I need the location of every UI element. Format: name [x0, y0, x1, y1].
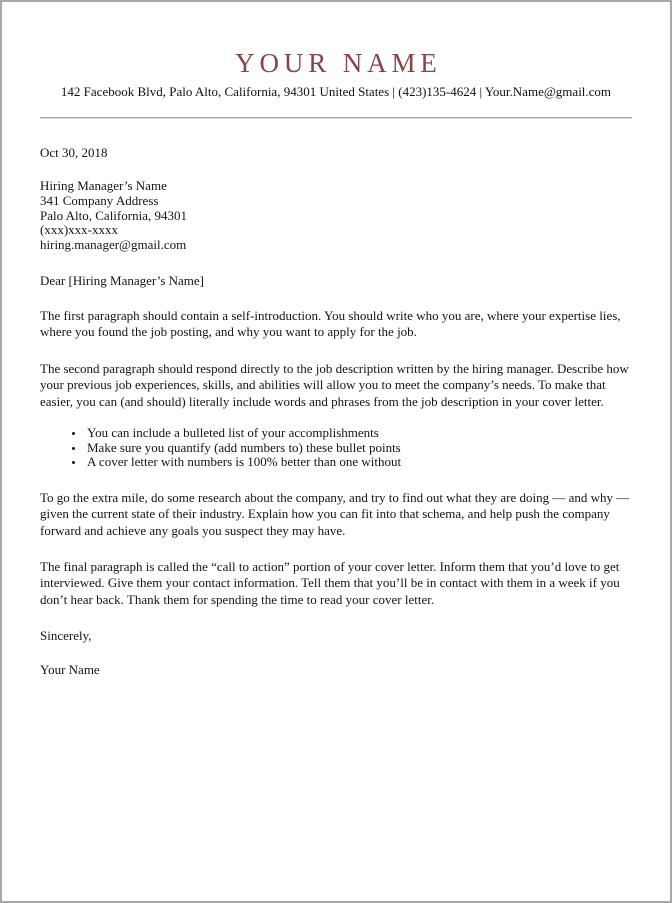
paragraph-research: To go the extra mile, do some research about the company, and try to find out what they are doing — and why — given the current state of their industry. Explain how you can fit into that schema, and help push the company forward and achieve any goals you suspect they may have. — [40, 489, 630, 538]
signature-name: Your Name — [40, 662, 100, 678]
paragraph-call-to-action: The final paragraph is called the “call to action” portion of your cover letter. Inform them that you’d love to get interviewed. Give them your contact information. Tell them that you’ll be in contact with them in a week if you don’t hear back. Thank them for spending the time to read your cover letter. — [40, 559, 620, 607]
letter-body — [40, 145, 632, 677]
paragraph-intro: The first paragraph should contain a self-introduction. You should write who you are, where your expertise lies, where you found the job posting, and why you want to apply for the job. — [40, 308, 621, 340]
letter-header — [40, 48, 632, 119]
page-content — [2, 48, 670, 677]
recipient-line: Palo Alto, California, 94301 — [40, 207, 187, 223]
recipient-line: (xxx)xxx-xxxx — [40, 222, 118, 238]
bullet-item: • A cover letter with numbers is 100% better than one without — [85, 455, 632, 470]
recipient-line: hiring.manager@gmail.com — [40, 237, 187, 253]
recipient-block — [40, 179, 632, 253]
closing-line: Sincerely, — [40, 628, 92, 644]
sender-contact-line: 142 Facebook Blvd, Palo Alto, California, 94301 United States | (423)135-4624 | Your.Name@gmail.com — [60, 84, 612, 100]
sender-name-title: YOUR NAME — [235, 48, 442, 78]
bullet-item: • Make sure you quantify (add numbers to) these bullet points — [85, 441, 632, 456]
paragraph-body: The second paragraph should respond directly to the job description written by the hiring manager. Describe how your previous job experiences, skills, and abilities will allow you to meet the company’s needs. To make that easier, you can (and should) literally include words and phrases from the job description in your cover letter. — [40, 360, 629, 409]
header-divider — [40, 117, 632, 119]
recipient-line: 341 Company Address — [40, 192, 159, 208]
salutation: Dear [Hiring Manager’s Name] — [40, 273, 204, 289]
bullet-list — [40, 426, 632, 470]
letter-date: Oct 30, 2018 — [40, 145, 108, 161]
bullet-item: • You can include a bulleted list of your accomplishments — [85, 426, 632, 441]
recipient-line: Hiring Manager’s Name — [40, 178, 167, 194]
